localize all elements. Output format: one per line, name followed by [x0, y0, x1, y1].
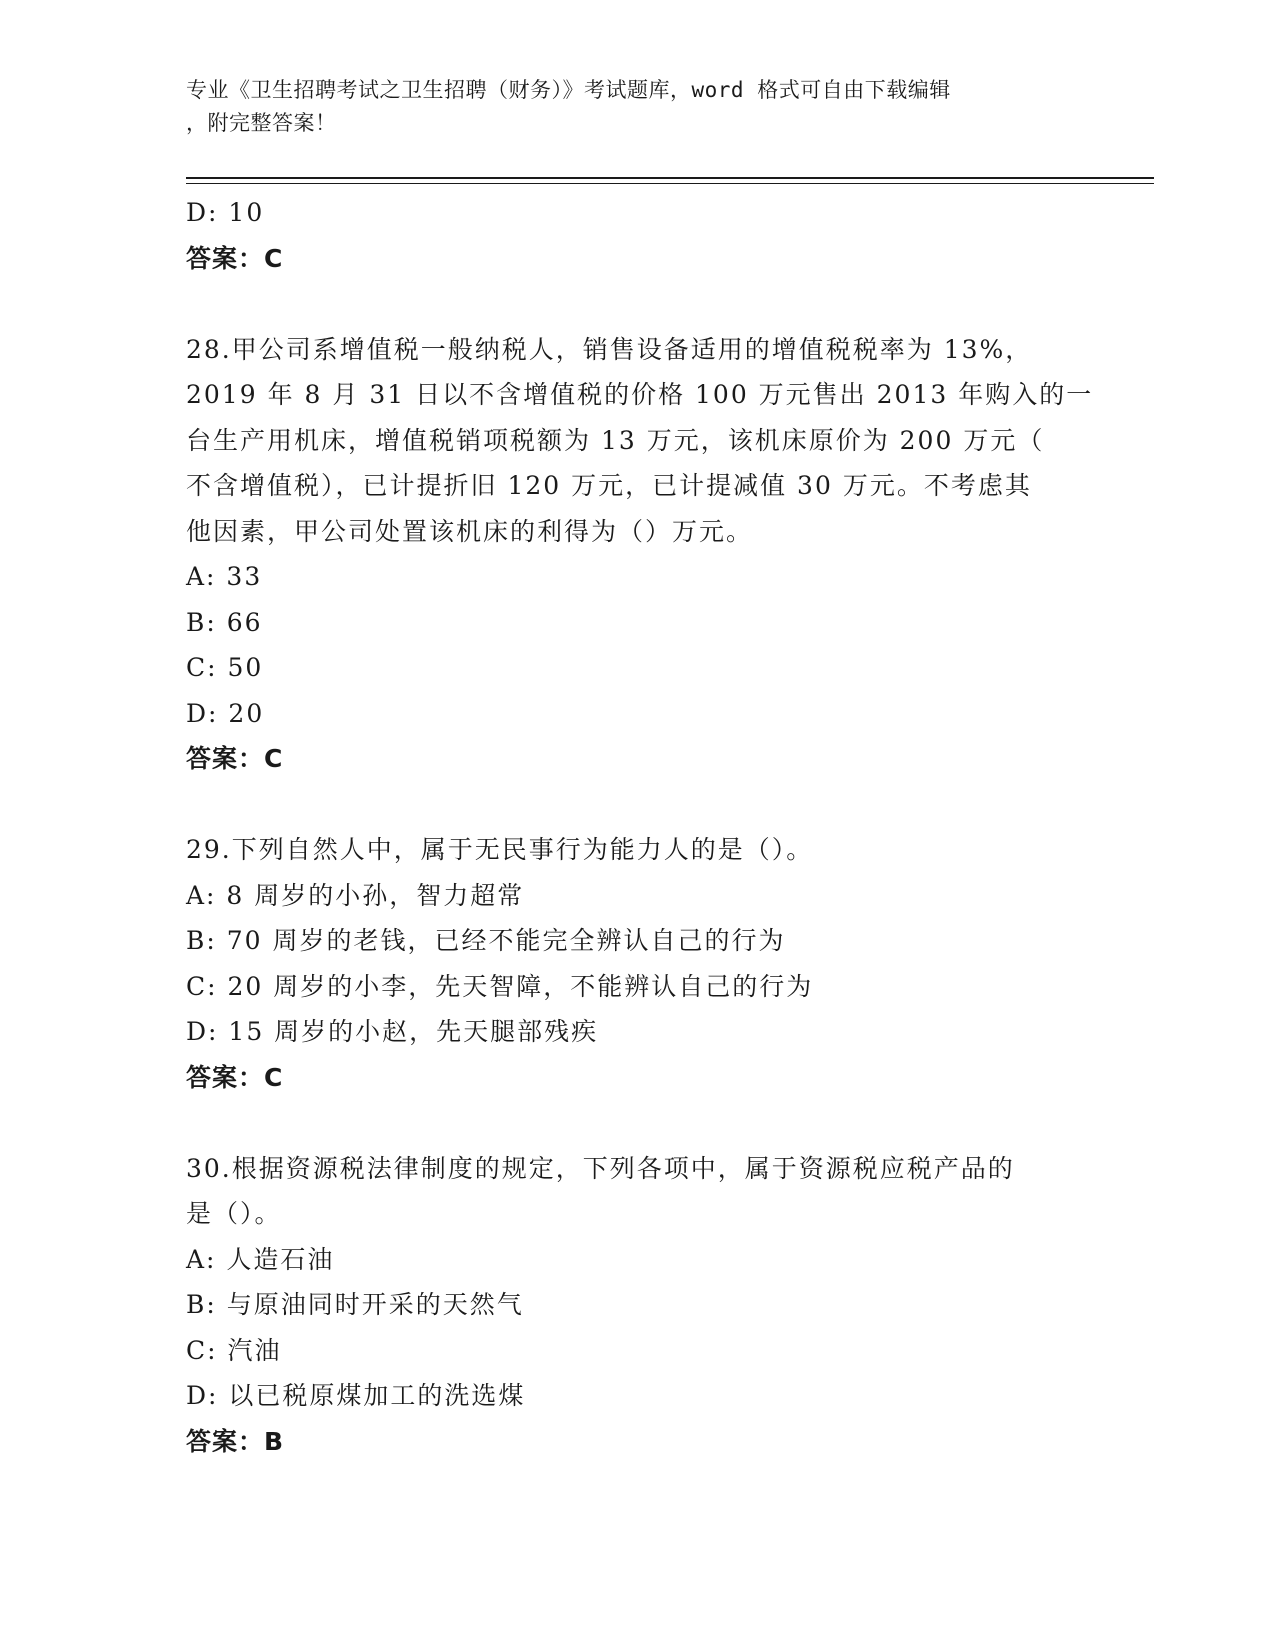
question-stem-line: 28.甲公司系增值税一般纳税人，销售设备适用的增值税税率为 13%，: [186, 334, 1033, 364]
question-stem-line: 2019 年 8 月 31 日以不含增值税的价格 100 万元售出 2013 年购入的一: [186, 380, 1094, 409]
previous-question-tail: [186, 190, 1086, 281]
question-stem-line: 台生产用机床，增值税销项税额为 13 万元，该机床原价为 200 万元（: [186, 425, 1045, 455]
question-30: [186, 1146, 1086, 1465]
header-divider-thick: [186, 177, 1154, 179]
spacer: [186, 281, 1086, 327]
answer-line: 答案：C: [186, 1062, 284, 1092]
question-stem-line: 不含增值税），已计提折旧 120 万元，已计提减值 30 万元。不考虑其: [186, 471, 1032, 500]
option-d: D: 20: [186, 698, 265, 728]
question-stem-line: 29.下列自然人中，属于无民事行为能力人的是（）。: [186, 835, 814, 864]
option-b: B: 与原油同时开采的天然气: [186, 1290, 524, 1319]
option-c: C: 20 周岁的小李，先天智障，不能辨认自己的行为: [186, 971, 814, 1001]
option-b: B: 66: [186, 607, 263, 637]
question-29: [186, 827, 1086, 1100]
option-d: D: 15 周岁的小赵，先天腿部残疾: [186, 1017, 599, 1046]
option-d: D: 10: [186, 198, 265, 227]
spacer: [186, 782, 1086, 828]
option-c: C: 50: [186, 653, 264, 682]
answer-line: 答案：C: [186, 744, 284, 773]
question-28: [186, 327, 1094, 782]
question-stem-line: 他因素，甲公司处置该机床的利得为（）万元。: [186, 516, 754, 546]
question-stem-line: 是（）。: [186, 1199, 282, 1228]
question-list: [186, 190, 1094, 1464]
spacer: [186, 1100, 1086, 1146]
header-divider-thin: [186, 183, 1154, 184]
option-a: A: 8 周岁的小孙，智力超常: [186, 880, 525, 910]
page-header: [186, 74, 1066, 140]
option-a: A: 人造石油: [186, 1244, 335, 1274]
header-title-line-1: 专业《卫生招聘考试之卫生招聘（财务）》考试题库，word 格式可自由下载编辑: [186, 78, 951, 102]
option-c: C: 汽油: [186, 1335, 282, 1365]
question-stem-line: 30.根据资源税法律制度的规定，下列各项中，属于资源税应税产品的: [186, 1153, 1015, 1183]
option-d: D: 以已税原煤加工的洗选煤: [186, 1381, 526, 1410]
answer-line: 答案：B: [186, 1426, 285, 1456]
header-title-line-2: ，附完整答案！: [186, 111, 337, 135]
option-b: B: 70 周岁的老钱，已经不能完全辨认自己的行为: [186, 926, 786, 955]
option-a: A: 33: [186, 562, 263, 591]
answer-line: 答案：C: [186, 243, 284, 273]
